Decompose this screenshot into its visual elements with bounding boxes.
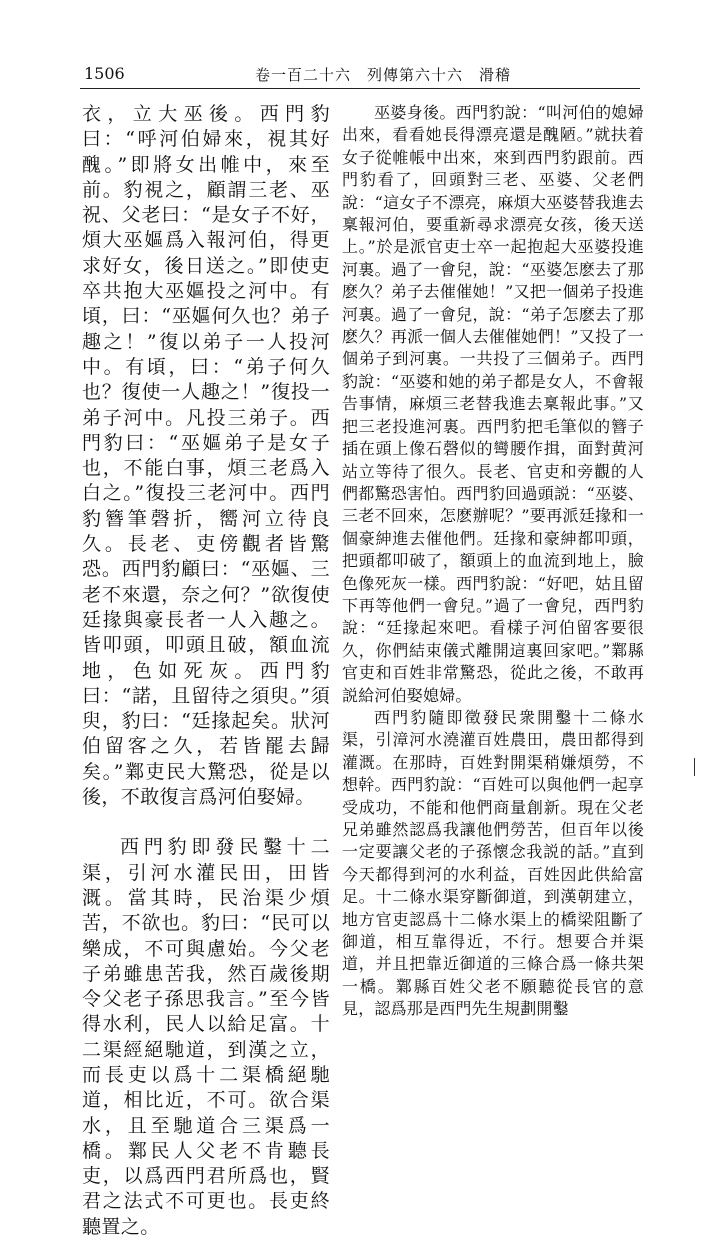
classical-paragraph-1: 衣，立大巫後。西門豹曰：“呼河伯婦來，視其好醜。”即將女出帷中，來至前。豹視之，顧謂三老、巫祝、父老曰：“是女子不好，煩大巫嫗爲入報河伯，得更求好女，後日送之。”即使吏卒共抱大巫嫗投之河中。有頃，曰：“巫嫗何久也？弟子趣之！”復以弟子一人投河中。有頃，曰：“弟子何久也？復使一人趣之！”復投一弟子河中。凡投三弟子。西門豹曰：“巫嫗弟子是女子也，不能白事，煩三老爲入白之。”復投三老河中。西門豹簪筆磬折，嚮河立待良久。長老、吏傍觀者皆驚恐。西門豹顧曰：“巫嫗、三老不來還，奈之何？”欲復使廷掾與豪長者一人入趣之。皆叩頭，叩頭且破，額血流地，色如死灰。西門豹曰：“諾，且留待之須臾。”須臾，豹曰：“廷掾起矣。狀河伯留客之久，若皆罷去歸矣。”鄴吏民大驚恐，從是以後，不敢復言爲河伯娶婦。 (82, 103, 330, 809)
translation-paragraph-1: 巫婆身後。西門豹說：“叫河伯的媳婦出來，看看她長得漂亮還是醜陋。”就扶着女子從帷帳中出來，來到西門豹跟前。西門豹看了，回頭對三老、巫婆、父老們說：“這女子不漂亮，麻煩大巫婆替我進去稟報河伯，要重新尋求漂亮女孩，後天送上。”於是派官吏士卒一起抱起大巫婆投進河裏。過了一會兒，說：“巫婆怎麽去了那麽久？弟子去催催她！”又把一個弟子投進河裏。過了一會兒，說：“弟子怎麽去了那麽久？再派一個人去催催她們！”又投了一個弟子到河裏。一共投了三個弟子。西門豹說：“巫婆和她的弟子都是女人，不會報告事情，麻煩三老替我進去稟報此事。”又把三老投進河裏。西門豹把毛筆似的簪子插在頭上像石磬似的彎腰作揖，面對黄河站立等待了很久。長老、官吏和旁觀的人們都驚恐害怕。西門豹回過頭説：“巫婆、三老不回來，怎麽辦呢？”要再派廷掾和一個豪紳進去催他們。廷掾和豪紳都叩頭，把頭都叩破了，額頭上的血流到地上，臉色像死灰一樣。西門豹說：“好吧，姑且留下再等他們一會兒。”過了一會兒，西門豹說：“廷掾起來吧。看樣子河伯留客要很久，你們結束儀式離開這裏回家吧。”鄴縣官吏和百姓非常驚恐，從此之後，不敢再説給河伯娶媳婦。 (342, 103, 644, 705)
translation-paragraph-2: 西門豹隨即徵發民衆開鑿十二條水渠，引漳河水澆灌百姓農田，農田都得到灌溉。在那時，百姓對開渠稍嫌煩勞，不想幹。西門豹說：“百姓可以與他們一起享受成功，不能和他們商量創新。現在父老兄弟雖然認爲我讓他們勞苦，但百年以後一定要讓父老的子孫懷念我説的話。”直到今天都得到河的水利益，百姓因此供給富足。十二條水渠穿斷御道，到漢朝建立，地方官吏認爲十二條水渠上的橋梁阻斷了御道，相互靠得近，不行。想要合并渠道，并且把靠近御道的三條合爲一條共架一橋。鄴縣百姓父老不願聽從長官的意見，認爲那是西門先生規劃開鑿 (342, 707, 644, 1019)
classical-paragraph-2: 西門豹即發民鑿十二渠，引河水灌民田，田皆溉。當其時，民治渠少煩苦，不欲也。豹曰：“民可以樂成，不可與慮始。今父老子弟雖患苦我，然百歲後期令父老子孫思我言。”至今皆得水利，民人以給足富。十二渠經絕馳道，到漢之立，而長吏以爲十二渠橋絕馳道，相比近，不可。欲合渠水，且至馳道合三渠爲一橋。鄴民人父老不肯聽長吏，以爲西門君所爲也，賢君之法式不可更也。長吏終聽置之。 (82, 836, 330, 1238)
translation-text-column (342, 102, 644, 1021)
header-rule (80, 88, 640, 89)
running-head: 卷一百二十六 列傳第六十六 滑稽 (255, 66, 512, 84)
page-number: 1506 (84, 64, 125, 83)
page-header (0, 58, 716, 88)
margin-mark (694, 758, 695, 776)
classical-text-column (82, 102, 330, 1240)
